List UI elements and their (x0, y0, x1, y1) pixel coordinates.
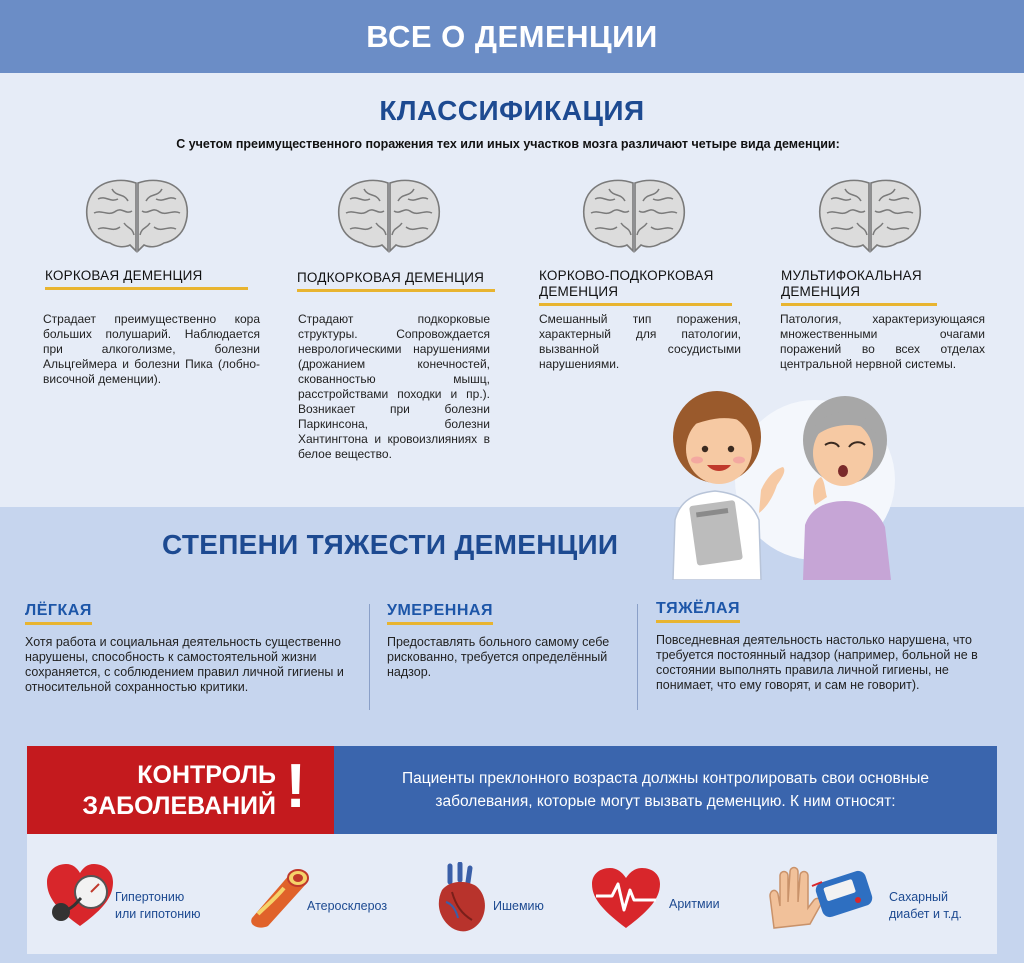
column-divider (369, 604, 370, 710)
severity-level-name: УМЕРЕННАЯ (387, 602, 493, 625)
glucometer-icon (766, 866, 876, 930)
severity-title: СТЕПЕНИ ТЯЖЕСТИ ДЕМЕНЦИИ (162, 529, 619, 560)
control-title-line1: КОНТРОЛЬ (137, 761, 276, 789)
dementia-type-title: МУЛЬТИФОКАЛЬНАЯ ДЕМЕНЦИЯ (781, 268, 922, 299)
disease-label-line2: или гипотонию (115, 907, 201, 921)
title-underline (297, 289, 495, 292)
dementia-type-description: Страдают подкорковые структуры. Сопровождается неврологическими нарушениями (дрожанием конечностей, скованностью мышц, расстройствами походки и пр.). Возникает при болезни Паркинсона, болезни Хантингтона и кровоизлияниях в белое вещество. (298, 312, 490, 461)
severity-level-moderate (387, 602, 627, 680)
disease-item-hypertension (27, 834, 227, 954)
page-title: ВСЕ О ДЕМЕНЦИИ (366, 18, 658, 54)
title-underline (539, 303, 732, 306)
nurse-and-patient-illustration (655, 385, 905, 580)
dementia-type-title: КОРКОВАЯ ДЕМЕНЦИЯ (45, 268, 203, 283)
severity-level-description: Хотя работа и социальная деятельность существенно нарушены, способность к самостоятельной жизни сохраняется, с соблюдением правил личной гигиены и относительной сохранностью критики. (25, 635, 344, 694)
control-title-line2: ЗАБОЛЕВАНИЙ (82, 792, 276, 820)
control-info-box (334, 746, 997, 834)
disease-item-ischemia (427, 834, 587, 954)
disease-label (115, 889, 201, 923)
disease-label (493, 898, 544, 915)
classification-title: КЛАССИФИКАЦИЯ (379, 95, 645, 126)
severity-level-severe (656, 600, 996, 693)
disease-item-diabetes (762, 834, 997, 954)
disease-label-line1: Сахарный (889, 890, 949, 904)
anatomical-heart-icon (432, 862, 488, 936)
dementia-type-title: КОРКОВО-ПОДКОРКОВАЯ ДЕМЕНЦИЯ (539, 268, 714, 299)
disease-label (889, 889, 962, 923)
disease-label-line1: Атеросклероз (307, 899, 388, 913)
header-bar (0, 0, 1024, 73)
artery-icon (246, 866, 312, 928)
severity-level-description: Предоставлять больного самому себе рискованно, требуется определённый надзор. (387, 635, 610, 679)
dementia-type-description: Смешанный тип поражения, характерный для патологии, вызванной сосудистыми нарушениями. (539, 312, 741, 371)
brain-icon (84, 177, 190, 255)
brain-icon (336, 177, 442, 255)
disease-label-line1: Гипертонию (115, 890, 185, 904)
disease-list (27, 834, 997, 954)
title-underline (45, 287, 248, 290)
severity-level-name: ТЯЖЁЛАЯ (656, 600, 740, 623)
title-underline (781, 303, 937, 306)
exclamation-icon: ! (285, 752, 306, 821)
classification-subtitle: С учетом преимущественного поражения тех или иных участков мозга различают четыре вида деменции: (176, 137, 840, 151)
disease-label (307, 898, 387, 915)
severity-level-name: ЛЁГКАЯ (25, 602, 92, 625)
disease-label (669, 896, 720, 913)
disease-label-line1: Ишемию (493, 899, 544, 913)
heart-pulse-icon (590, 866, 662, 930)
column-divider (637, 604, 638, 710)
brain-icon (581, 177, 687, 255)
heart-pressure-icon (45, 862, 115, 930)
control-title (82, 760, 276, 822)
dementia-type-description: Патология, характеризующаяся множественными очагами поражений во всех отделах центральной нервной системы. (780, 312, 985, 371)
disease-label-line2: диабет и т.д. (889, 907, 963, 921)
control-info-text: Пациенты преклонного возраста должны контролировать свои основные заболевания, которые могут вызвать деменцию. К ним относят: (401, 770, 930, 810)
severity-level-mild (25, 602, 360, 695)
disease-label-line1: Аритмии (669, 897, 720, 911)
control-section (0, 734, 1024, 963)
disease-item-arrhythmia (587, 834, 757, 954)
disease-item-atherosclerosis (242, 834, 422, 954)
control-alert-box (27, 746, 334, 834)
dementia-type-title: ПОДКОРКОВАЯ ДЕМЕНЦИЯ (297, 270, 485, 285)
dementia-type-description: Страдает преимущественно кора больших полушарий. Наблюдается при алкоголизме, болезни Альцгеймера и болезни Пика (лобно-височной деменции). (43, 312, 260, 386)
severity-level-description: Повседневная деятельность настолько нарушена, что требуется постоянный надзор (например, больной не в состоянии выполнять правила личной гигиены, не понимает, что ему говорят, и сам не говорит). (656, 633, 978, 692)
brain-icon (817, 177, 923, 255)
